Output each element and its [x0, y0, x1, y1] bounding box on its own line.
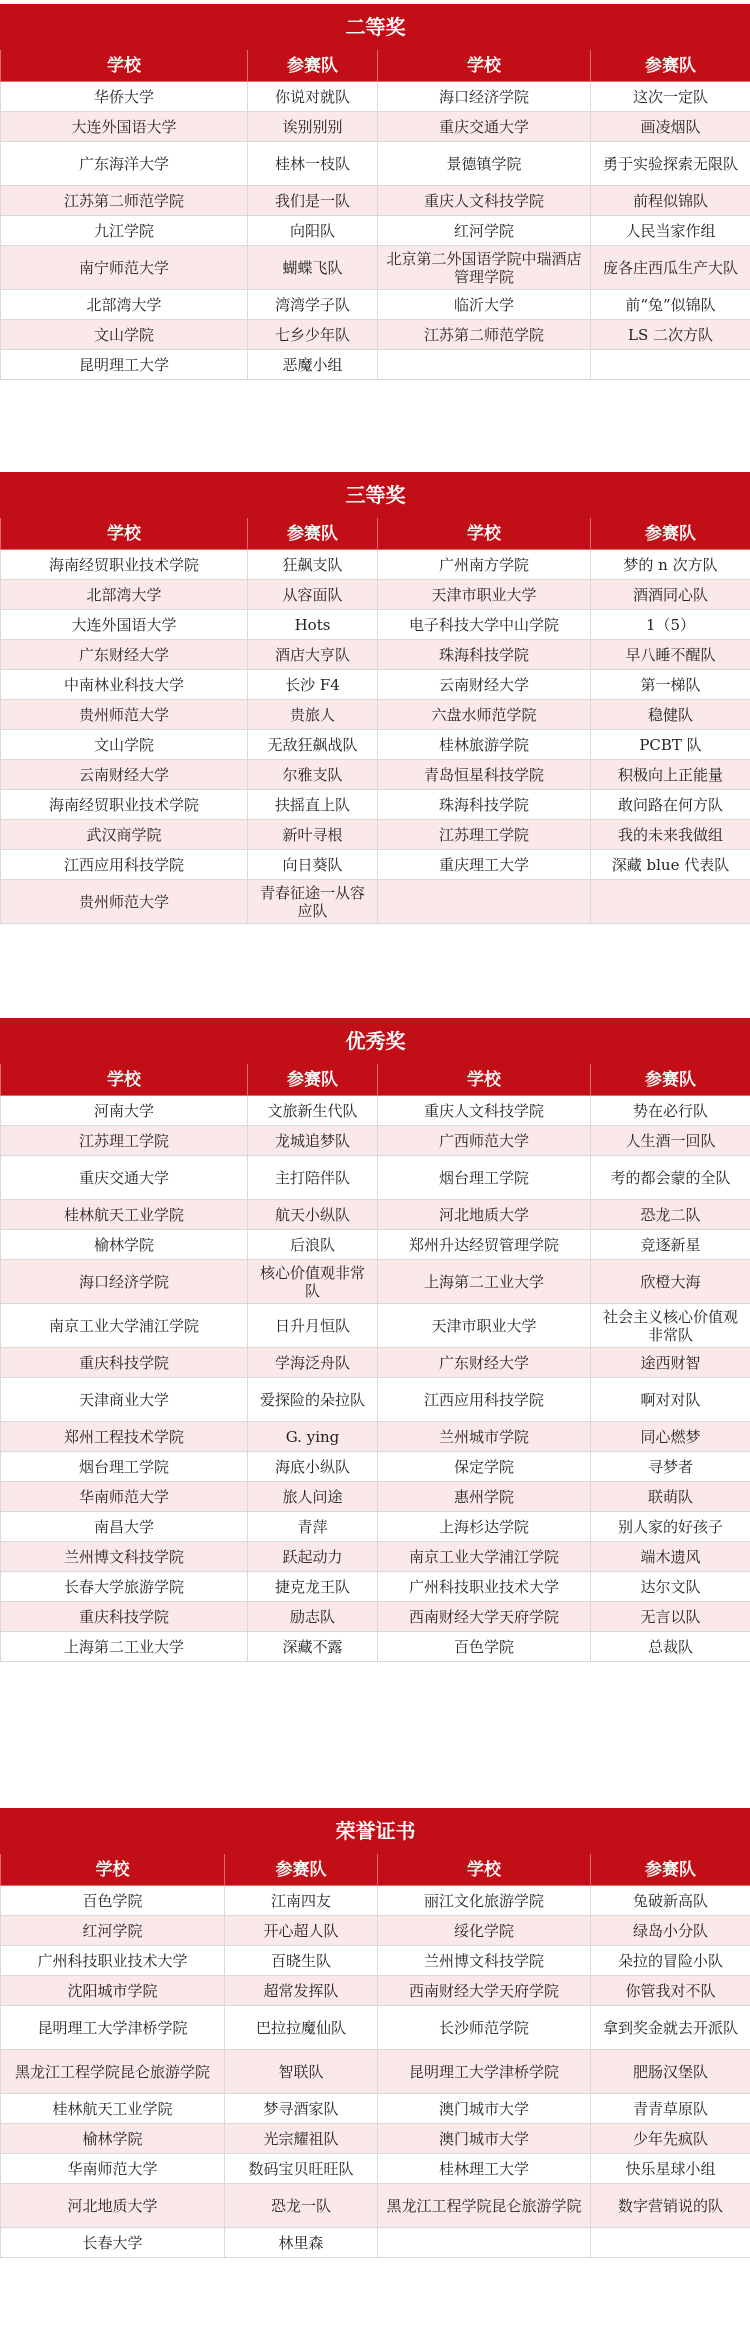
team-cell: 前程似锦队: [591, 186, 750, 216]
team-cell: 青春征途一从容应队: [248, 880, 378, 924]
school-cell: 澳门城市大学: [378, 2124, 591, 2154]
team-cell: 扶摇直上队: [248, 790, 378, 820]
school-cell: 重庆科技学院: [1, 1348, 248, 1378]
table-row: [1, 320, 750, 350]
team-cell: 旅人问途: [248, 1482, 378, 1512]
school-cell: 广州科技职业技术大学: [378, 1572, 591, 1602]
team-cell: 你说对就队: [248, 82, 378, 112]
school-cell: 贵州师范大学: [1, 880, 248, 924]
school-cell: 昆明理工大学津桥学院: [378, 2050, 591, 2094]
school-cell: 江苏第二师范学院: [1, 186, 248, 216]
school-cell: 云南财经大学: [1, 760, 248, 790]
column-header-school: 学校: [1, 518, 248, 550]
table-header-row: [1, 518, 750, 550]
school-cell: 南京工业大学浦江学院: [378, 1542, 591, 1572]
team-cell: 恐龙一队: [225, 2184, 378, 2228]
school-cell: 烟台理工学院: [1, 1452, 248, 1482]
team-cell: 光宗耀祖队: [225, 2124, 378, 2154]
school-cell: 华侨大学: [1, 82, 248, 112]
section-third-prize: [0, 472, 750, 924]
team-cell: 文旅新生代队: [248, 1096, 378, 1126]
school-cell: 景德镇学院: [378, 142, 591, 186]
column-header-team: 参赛队: [248, 1064, 378, 1096]
team-cell: 智联队: [225, 2050, 378, 2094]
school-cell: 南宁师范大学: [1, 246, 248, 290]
school-cell: 广东财经大学: [378, 1348, 591, 1378]
school-cell: [378, 880, 591, 924]
team-cell: 酒店大亨队: [248, 640, 378, 670]
team-cell: 画凌烟队: [591, 112, 750, 142]
team-cell: 1（5）: [591, 610, 750, 640]
section-title-row: [1, 473, 750, 518]
team-cell: 七乡少年队: [248, 320, 378, 350]
school-cell: 天津市职业大学: [378, 1304, 591, 1348]
team-cell: 梦的 n 次方队: [591, 550, 750, 580]
school-cell: 重庆交通大学: [378, 112, 591, 142]
team-cell: [591, 880, 750, 924]
team-cell: [591, 350, 750, 380]
table-row: [1, 850, 750, 880]
team-cell: 青青草原队: [591, 2094, 750, 2124]
table-row: [1, 1916, 750, 1946]
school-cell: 海南经贸职业技术学院: [1, 790, 248, 820]
team-cell: 积极向上正能量: [591, 760, 750, 790]
column-header-school: 学校: [1, 50, 248, 82]
section-second-prize: [0, 4, 750, 380]
school-cell: 河北地质大学: [378, 1200, 591, 1230]
school-cell: 南京工业大学浦江学院: [1, 1304, 248, 1348]
table-row: [1, 1200, 750, 1230]
team-cell: 恶魔小组: [248, 350, 378, 380]
team-cell: 海底小纵队: [248, 1452, 378, 1482]
team-cell: 别人家的好孩子: [591, 1512, 750, 1542]
team-cell: 达尔文队: [591, 1572, 750, 1602]
column-header-school: 学校: [1, 1854, 225, 1886]
team-cell: 无敌狂飙战队: [248, 730, 378, 760]
team-cell: 欣橙大海: [591, 1260, 750, 1304]
team-cell: 竞逐新星: [591, 1230, 750, 1260]
school-cell: 珠海科技学院: [378, 790, 591, 820]
school-cell: 天津市职业大学: [378, 580, 591, 610]
table-row: [1, 700, 750, 730]
table-row: [1, 1304, 750, 1348]
team-cell: 核心价值观非常队: [248, 1260, 378, 1304]
team-cell: 数码宝贝旺旺队: [225, 2154, 378, 2184]
school-cell: 烟台理工学院: [378, 1156, 591, 1200]
column-header-team: 参赛队: [248, 518, 378, 550]
school-cell: 西南财经大学天府学院: [378, 1976, 591, 2006]
school-cell: [378, 2228, 591, 2258]
school-cell: 百色学院: [1, 1886, 225, 1916]
school-cell: 兰州博文科技学院: [1, 1542, 248, 1572]
table-row: [1, 670, 750, 700]
school-cell: 榆林学院: [1, 1230, 248, 1260]
section-title: 三等奖: [1, 473, 750, 518]
team-cell: 社会主义核心价值观非常队: [591, 1304, 750, 1348]
team-cell: 航天小纵队: [248, 1200, 378, 1230]
team-cell: 百晓生队: [225, 1946, 378, 1976]
team-cell: 快乐星球小组: [591, 2154, 750, 2184]
table-row: [1, 550, 750, 580]
school-cell: 上海第二工业大学: [1, 1632, 248, 1662]
column-header-school: 学校: [378, 518, 591, 550]
team-cell: 第一梯队: [591, 670, 750, 700]
team-cell: 酒酒同心队: [591, 580, 750, 610]
team-cell: 开心超人队: [225, 1916, 378, 1946]
team-cell: 跃起动力: [248, 1542, 378, 1572]
team-cell: LS 二次方队: [591, 320, 750, 350]
team-cell: 新叶寻根: [248, 820, 378, 850]
table-row: [1, 2006, 750, 2050]
school-cell: 保定学院: [378, 1452, 591, 1482]
award-table-excellence: [0, 1018, 750, 1662]
school-cell: 文山学院: [1, 320, 248, 350]
column-header-school: 学校: [1, 1064, 248, 1096]
school-cell: 沈阳城市学院: [1, 1976, 225, 2006]
table-header-row: [1, 50, 750, 82]
team-cell: 尔雅支队: [248, 760, 378, 790]
team-cell: 考的都会蒙的全队: [591, 1156, 750, 1200]
team-cell: 人民当家作组: [591, 216, 750, 246]
school-cell: 华南师范大学: [1, 1482, 248, 1512]
table-row: [1, 790, 750, 820]
team-cell: 深藏不露: [248, 1632, 378, 1662]
team-cell: 主打陪伴队: [248, 1156, 378, 1200]
school-cell: 上海第二工业大学: [378, 1260, 591, 1304]
team-cell: 你管我对不队: [591, 1976, 750, 2006]
team-cell: 人生酒一回队: [591, 1126, 750, 1156]
team-cell: 绿岛小分队: [591, 1916, 750, 1946]
team-cell: 敢问路在何方队: [591, 790, 750, 820]
section-title: 优秀奖: [1, 1019, 750, 1064]
school-cell: 绥化学院: [378, 1916, 591, 1946]
team-cell: 梦寻酒家队: [225, 2094, 378, 2124]
team-cell: 江南四友: [225, 1886, 378, 1916]
school-cell: 红河学院: [1, 1916, 225, 1946]
school-cell: 重庆交通大学: [1, 1156, 248, 1200]
team-cell: 湾湾学子队: [248, 290, 378, 320]
table-row: [1, 730, 750, 760]
table-row: [1, 1886, 750, 1916]
team-cell: 爱探险的朵拉队: [248, 1378, 378, 1422]
table-row: [1, 1260, 750, 1304]
table-row: [1, 1976, 750, 2006]
school-cell: 红河学院: [378, 216, 591, 246]
team-cell: 贵旅人: [248, 700, 378, 730]
team-cell: 励志队: [248, 1602, 378, 1632]
school-cell: 郑州升达经贸管理学院: [378, 1230, 591, 1260]
school-cell: 贵州师范大学: [1, 700, 248, 730]
school-cell: 北部湾大学: [1, 580, 248, 610]
team-cell: PCBT 队: [591, 730, 750, 760]
team-cell: 狂飙支队: [248, 550, 378, 580]
table-header-row: [1, 1854, 750, 1886]
table-row: [1, 1632, 750, 1662]
team-cell: 端木遗风: [591, 1542, 750, 1572]
team-cell: 兔破新高队: [591, 1886, 750, 1916]
school-cell: 华南师范大学: [1, 2154, 225, 2184]
school-cell: 文山学院: [1, 730, 248, 760]
column-header-team: 参赛队: [591, 1064, 750, 1096]
school-cell: 海口经济学院: [378, 82, 591, 112]
table-row: [1, 246, 750, 290]
table-row: [1, 2094, 750, 2124]
team-cell: 稳健队: [591, 700, 750, 730]
table-row: [1, 2124, 750, 2154]
school-cell: 北部湾大学: [1, 290, 248, 320]
school-cell: 临沂大学: [378, 290, 591, 320]
table-row: [1, 82, 750, 112]
table-row: [1, 1452, 750, 1482]
table-header-row: [1, 1064, 750, 1096]
school-cell: 重庆科技学院: [1, 1602, 248, 1632]
school-cell: 珠海科技学院: [378, 640, 591, 670]
team-cell: 途西财智: [591, 1348, 750, 1378]
table-row: [1, 1422, 750, 1452]
team-cell: 朵拉的冒险小队: [591, 1946, 750, 1976]
table-row: [1, 2184, 750, 2228]
award-table-third: [0, 472, 750, 924]
school-cell: 惠州学院: [378, 1482, 591, 1512]
school-cell: 江西应用科技学院: [1, 850, 248, 880]
table-row: [1, 142, 750, 186]
table-row: [1, 760, 750, 790]
school-cell: 榆林学院: [1, 2124, 225, 2154]
school-cell: 六盘水师范学院: [378, 700, 591, 730]
team-cell: 早八睡不醒队: [591, 640, 750, 670]
team-cell: 联萌队: [591, 1482, 750, 1512]
school-cell: 江苏理工学院: [1, 1126, 248, 1156]
team-cell: 肥肠汉堡队: [591, 2050, 750, 2094]
school-cell: 郑州工程技术学院: [1, 1422, 248, 1452]
school-cell: 广州科技职业技术大学: [1, 1946, 225, 1976]
school-cell: 北京第二外国语学院中瑞酒店管理学院: [378, 246, 591, 290]
school-cell: 江苏理工学院: [378, 820, 591, 850]
table-row: [1, 216, 750, 246]
team-cell: 蝴蝶飞队: [248, 246, 378, 290]
team-cell: 超常发挥队: [225, 1976, 378, 2006]
school-cell: 桂林航天工业学院: [1, 1200, 248, 1230]
section-honor-certificate: [0, 1808, 750, 2258]
team-cell: 长沙 F4: [248, 670, 378, 700]
school-cell: 重庆人文科技学院: [378, 1096, 591, 1126]
table-row: [1, 1946, 750, 1976]
table-row: [1, 350, 750, 380]
table-row: [1, 112, 750, 142]
school-cell: 广州南方学院: [378, 550, 591, 580]
team-cell: 桂林一枝队: [248, 142, 378, 186]
school-cell: 大连外国语大学: [1, 610, 248, 640]
school-cell: 上海杉达学院: [378, 1512, 591, 1542]
team-cell: 我的未来我做组: [591, 820, 750, 850]
school-cell: 广东财经大学: [1, 640, 248, 670]
table-row: [1, 1156, 750, 1200]
table-row: [1, 880, 750, 924]
team-cell: 巴拉拉魔仙队: [225, 2006, 378, 2050]
table-row: [1, 186, 750, 216]
team-cell: 后浪队: [248, 1230, 378, 1260]
section-title-row: [1, 1019, 750, 1064]
school-cell: 西南财经大学天府学院: [378, 1602, 591, 1632]
table-row: [1, 1602, 750, 1632]
table-row: [1, 2154, 750, 2184]
team-cell: 寻梦者: [591, 1452, 750, 1482]
school-cell: 天津商业大学: [1, 1378, 248, 1422]
team-cell: 龙城追梦队: [248, 1126, 378, 1156]
school-cell: 电子科技大学中山学院: [378, 610, 591, 640]
table-row: [1, 1348, 750, 1378]
school-cell: 广西师范大学: [378, 1126, 591, 1156]
table-row: [1, 640, 750, 670]
section-title-row: [1, 5, 750, 50]
column-header-team: 参赛队: [591, 1854, 750, 1886]
school-cell: 武汉商学院: [1, 820, 248, 850]
section-title: 二等奖: [1, 5, 750, 50]
team-cell: 少年先疯队: [591, 2124, 750, 2154]
school-cell: 长沙师范学院: [378, 2006, 591, 2050]
team-cell: 前“兔”似锦队: [591, 290, 750, 320]
table-row: [1, 1230, 750, 1260]
team-cell: 诶别别别: [248, 112, 378, 142]
team-cell: 这次一定队: [591, 82, 750, 112]
table-row: [1, 1572, 750, 1602]
table-row: [1, 1482, 750, 1512]
team-cell: 青萍: [248, 1512, 378, 1542]
school-cell: 桂林旅游学院: [378, 730, 591, 760]
school-cell: 百色学院: [378, 1632, 591, 1662]
team-cell: 总裁队: [591, 1632, 750, 1662]
table-row: [1, 820, 750, 850]
school-cell: 黑龙江工程学院昆仑旅游学院: [1, 2050, 225, 2094]
table-row: [1, 580, 750, 610]
team-cell: 我们是一队: [248, 186, 378, 216]
team-cell: 恐龙二队: [591, 1200, 750, 1230]
award-table-second: [0, 4, 750, 380]
table-row: [1, 2228, 750, 2258]
school-cell: 河北地质大学: [1, 2184, 225, 2228]
team-cell: 学海泛舟队: [248, 1348, 378, 1378]
school-cell: 长春大学旅游学院: [1, 1572, 248, 1602]
school-cell: 江苏第二师范学院: [378, 320, 591, 350]
school-cell: 桂林航天工业学院: [1, 2094, 225, 2124]
table-row: [1, 2050, 750, 2094]
team-cell: 向日葵队: [248, 850, 378, 880]
table-row: [1, 290, 750, 320]
team-cell: 从容面队: [248, 580, 378, 610]
school-cell: 中南林业科技大学: [1, 670, 248, 700]
school-cell: 青岛恒星科技学院: [378, 760, 591, 790]
school-cell: 兰州博文科技学院: [378, 1946, 591, 1976]
team-cell: 数字营销说的队: [591, 2184, 750, 2228]
team-cell: 日升月恒队: [248, 1304, 378, 1348]
team-cell: Hots: [248, 610, 378, 640]
section-title-row: [1, 1809, 750, 1854]
table-row: [1, 610, 750, 640]
school-cell: 重庆人文科技学院: [378, 186, 591, 216]
table-row: [1, 1096, 750, 1126]
school-cell: 黑龙江工程学院昆仑旅游学院: [378, 2184, 591, 2228]
team-cell: 无言以队: [591, 1602, 750, 1632]
team-cell: 向阳队: [248, 216, 378, 246]
school-cell: 长春大学: [1, 2228, 225, 2258]
column-header-team: 参赛队: [591, 50, 750, 82]
section-title: 荣誉证书: [1, 1809, 750, 1854]
school-cell: 河南大学: [1, 1096, 248, 1126]
section-excellence-prize: [0, 1018, 750, 1662]
team-cell: G. ying: [248, 1422, 378, 1452]
school-cell: 兰州城市学院: [378, 1422, 591, 1452]
team-cell: 势在必行队: [591, 1096, 750, 1126]
column-header-team: 参赛队: [225, 1854, 378, 1886]
school-cell: 海南经贸职业技术学院: [1, 550, 248, 580]
award-table-honor: [0, 1808, 750, 2258]
school-cell: 海口经济学院: [1, 1260, 248, 1304]
team-cell: 庞各庄西瓜生产大队: [591, 246, 750, 290]
team-cell: 同心燃梦: [591, 1422, 750, 1452]
school-cell: 昆明理工大学津桥学院: [1, 2006, 225, 2050]
column-header-team: 参赛队: [591, 518, 750, 550]
school-cell: [378, 350, 591, 380]
table-row: [1, 1542, 750, 1572]
column-header-school: 学校: [378, 50, 591, 82]
column-header-school: 学校: [378, 1854, 591, 1886]
team-cell: 捷克龙王队: [248, 1572, 378, 1602]
school-cell: 广东海洋大学: [1, 142, 248, 186]
team-cell: 拿到奖金就去开派队: [591, 2006, 750, 2050]
team-cell: 勇于实验探索无限队: [591, 142, 750, 186]
team-cell: [591, 2228, 750, 2258]
school-cell: 丽江文化旅游学院: [378, 1886, 591, 1916]
team-cell: 林里森: [225, 2228, 378, 2258]
table-row: [1, 1512, 750, 1542]
table-row: [1, 1378, 750, 1422]
table-row: [1, 1126, 750, 1156]
column-header-team: 参赛队: [248, 50, 378, 82]
school-cell: 九江学院: [1, 216, 248, 246]
team-cell: 啊对对队: [591, 1378, 750, 1422]
column-header-school: 学校: [378, 1064, 591, 1096]
school-cell: 江西应用科技学院: [378, 1378, 591, 1422]
team-cell: 深藏 blue 代表队: [591, 850, 750, 880]
school-cell: 昆明理工大学: [1, 350, 248, 380]
school-cell: 大连外国语大学: [1, 112, 248, 142]
school-cell: 重庆理工大学: [378, 850, 591, 880]
school-cell: 澳门城市大学: [378, 2094, 591, 2124]
school-cell: 云南财经大学: [378, 670, 591, 700]
school-cell: 桂林理工大学: [378, 2154, 591, 2184]
school-cell: 南昌大学: [1, 1512, 248, 1542]
